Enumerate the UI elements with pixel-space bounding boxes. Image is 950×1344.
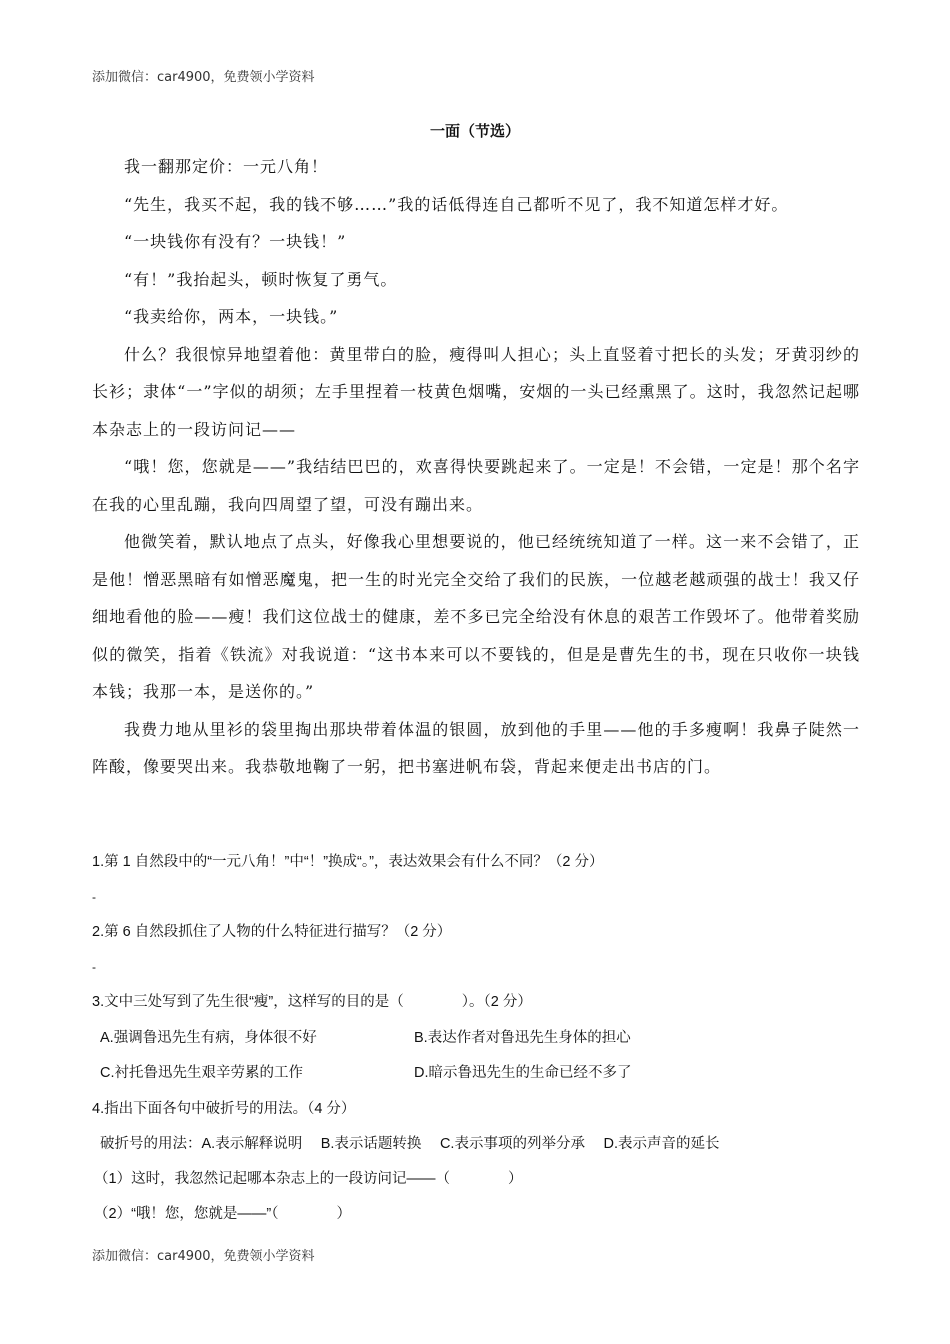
paragraph-7: “哦！您，您就是——”我结结巴巴的，欢喜得快要跳起来了。一定是！不会错，一定是！那个名字在我的心里乱蹦，我向四周望了望，可没有蹦出来。 [92, 457, 860, 514]
question-1: 1.第 1 自然段中的“一元八角！”中“！”换成“。”，表达效果会有什么不同？（2 分） [92, 854, 604, 870]
paragraph-3: “一块钱你有没有？一块钱！” [124, 232, 347, 251]
paragraph-1: 我一翻那定价：一元八角！ [124, 157, 329, 176]
paragraph-5: “我卖给你，两本，一块钱。” [124, 307, 339, 326]
question-2-answer: - [92, 960, 96, 974]
paragraph-4: “有！”我抬起头，顿时恢复了勇气。 [124, 269, 398, 289]
paragraph-6: 什么？我很惊异地望着他：黄里带白的脸，瘦得叫人担心；头上直竖着寸把长的头发；牙黄羽纱的长衫；隶体“一”字似的胡须；左手里捏着一枝黄色烟嘴，安烟的一头已经熏黑了。这时，我忽然记起哪本杂志上的一段访问记—— [92, 344, 860, 439]
question-3-option-d: D.暗示鲁迅先生的生命已经不多了 [414, 1065, 632, 1081]
paragraph-2: “先生，我买不起，我的钱不够……”我的话低得连自己都听不见了，我不知道怎样才好。 [124, 194, 789, 214]
question-4-item-1: （1）这时，我忽然记起哪本杂志上的一段访问记——（ ） [94, 1171, 523, 1187]
question-4-item-2: （2）“哦！您，您就是——”（ ） [94, 1206, 351, 1222]
paragraph-8: 他微笑着，默认地点了点头，好像我心里想要说的，他已经统统知道了一样。这一来不会错了，正是他！憎恶黑暗有如憎恶魔鬼，把一生的时光完全交给了我们的民族，一位越老越顽强的战士！我又仔细地看他的脸——瘦！我们这位战士的健康，差不多已完全给没有休息的艰苦工作毁坏了。他带着奖励似的微笑，指着《铁流》对我说道：“这书本来可以不要钱的，但是是曹先生的书，现在只收你一块钱本钱；我那一本，是送你的。” [92, 532, 860, 701]
passage-title: 一面（节选） [429, 122, 520, 140]
page-footer: 添加微信：car4900，免费领小学资料 [92, 1249, 315, 1264]
passage-body [92, 148, 860, 786]
page-header: 添加微信：car4900，免费领小学资料 [92, 70, 315, 85]
question-4: 4.指出下面各句中破折号的用法。（4 分） [92, 1101, 356, 1117]
question-3-option-b: B.表达作者对鲁迅先生身体的担心 [414, 1030, 631, 1046]
question-3-option-a: A.强调鲁迅先生有病，身体很不好 [100, 1030, 317, 1046]
question-2: 2.第 6 自然段抓住了人物的什么特征进行描写？（2 分） [92, 924, 452, 940]
question-3: 3.文中三处写到了先生很“瘦”，这样写的目的是（ ）。（2 分） [92, 994, 532, 1010]
question-3-option-c: C.衬托鲁迅先生艰辛劳累的工作 [100, 1065, 303, 1081]
question-1-answer: - [92, 890, 96, 904]
question-4-intro: 破折号的用法：A.表示解释说明 B.表示话题转换 C.表示事项的列举分承 D.表示声音的延长 [100, 1136, 720, 1152]
paragraph-9: 我费力地从里衫的袋里掏出那块带着体温的银圆，放到他的手里——他的手多瘦啊！我鼻子陡然一阵酸，像要哭出来。我恭敬地鞠了一躬，把书塞进帆布袋，背起来便走出书店的门。 [92, 719, 860, 776]
